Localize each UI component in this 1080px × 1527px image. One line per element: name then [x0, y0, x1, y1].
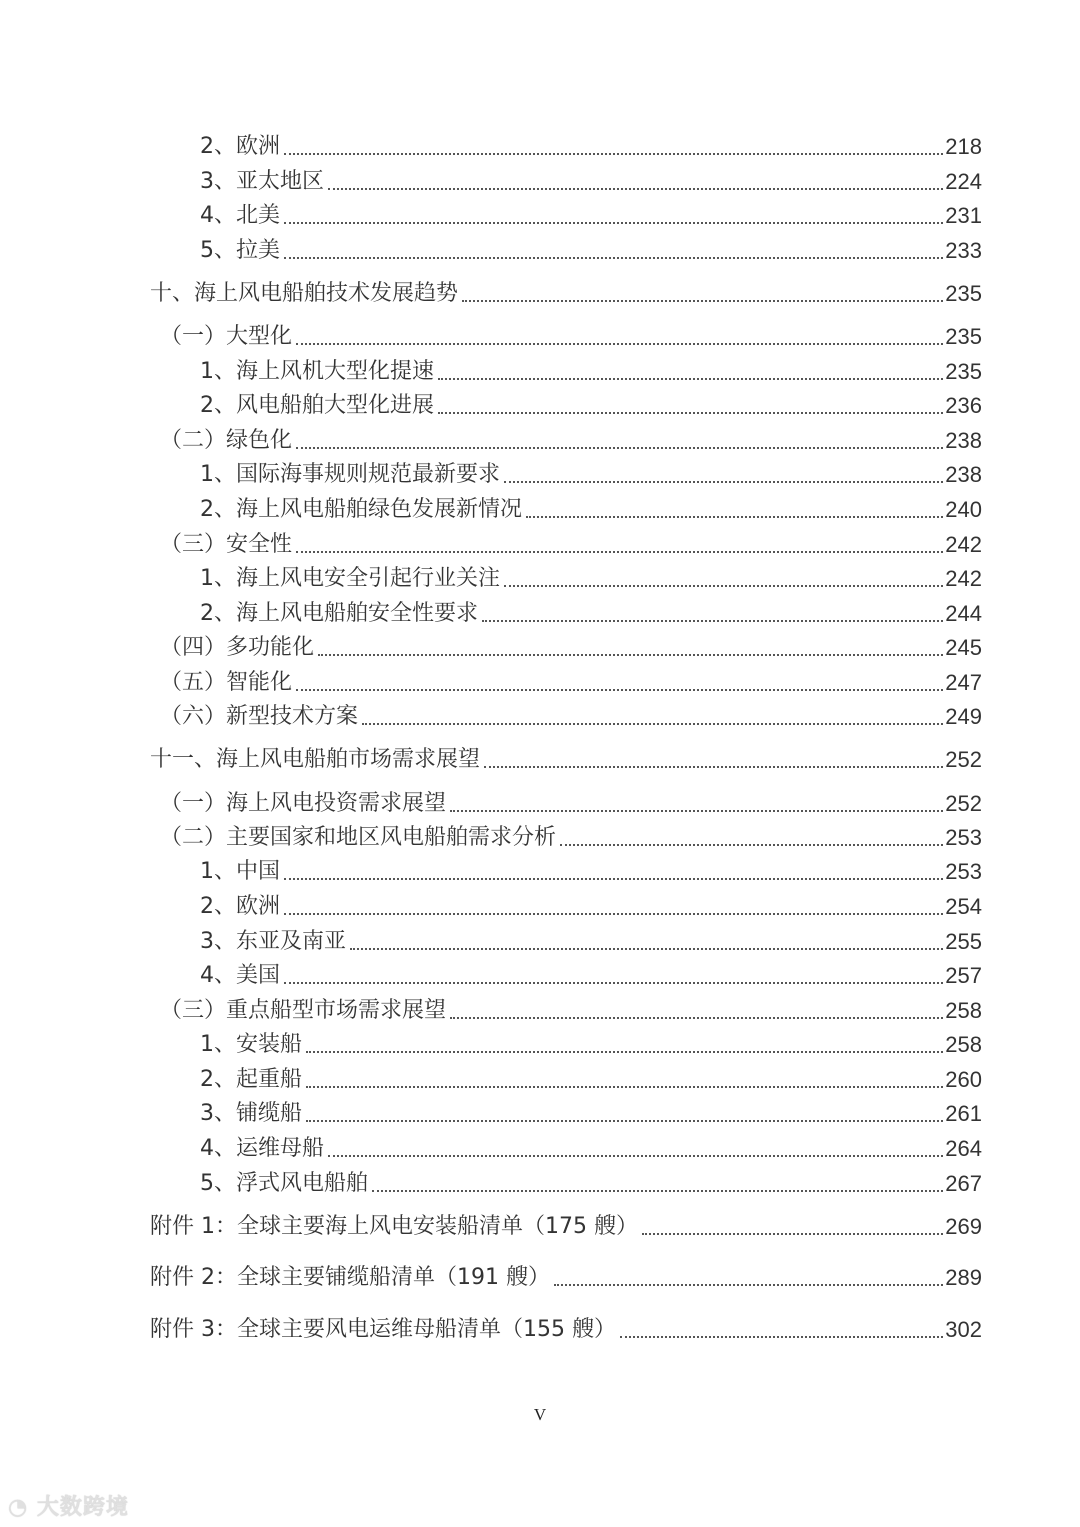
dot-leader — [284, 221, 943, 224]
toc-entry[interactable] — [200, 927, 982, 957]
toc-entry[interactable] — [200, 564, 982, 594]
toc-entry[interactable] — [160, 668, 982, 698]
dot-leader — [318, 653, 943, 656]
toc-entry[interactable] — [160, 789, 982, 819]
toc-entry-page: 238 — [945, 428, 982, 453]
dot-leader — [372, 1189, 943, 1192]
dot-leader — [328, 1154, 943, 1157]
dot-leader — [554, 1283, 943, 1286]
toc-entry-page: 242 — [945, 532, 982, 557]
toc-entry-page: 242 — [945, 566, 982, 591]
dot-leader — [296, 446, 943, 449]
toc-entry-page: 252 — [945, 747, 982, 772]
toc-entry-title: 4、北美 — [200, 203, 280, 228]
toc-entry-title: 3、东亚及南亚 — [200, 929, 346, 954]
toc-entry-title: 附件 2：全球主要铺缆船清单（191 艘） — [150, 1265, 550, 1290]
dot-leader — [504, 584, 943, 587]
toc-entry[interactable] — [200, 357, 982, 387]
dot-leader — [504, 480, 943, 483]
toc-entry[interactable] — [200, 1134, 982, 1164]
toc-entry[interactable] — [200, 201, 982, 231]
page-number: V — [533, 1405, 547, 1424]
toc-entry[interactable] — [160, 702, 982, 732]
dot-leader — [296, 342, 943, 345]
toc-entry-page: 253 — [945, 859, 982, 884]
toc-entry[interactable] — [160, 426, 982, 456]
toc-entry-title: 附件 3：全球主要风电运维母船清单（155 艘） — [150, 1317, 616, 1342]
dot-leader — [284, 256, 943, 259]
toc-entry-page: 258 — [945, 1032, 982, 1057]
toc-entry-title: 2、欧洲 — [200, 134, 280, 159]
toc-entry[interactable] — [200, 599, 982, 629]
dot-leader — [284, 912, 943, 915]
toc-entry-title: 附件 1：全球主要海上风电安装船清单（175 艘） — [150, 1214, 638, 1239]
toc-entry-page: 260 — [945, 1067, 982, 1092]
toc-entry-page: 302 — [945, 1317, 982, 1342]
toc-entry-title: 2、海上风电船舶绿色发展新情况 — [200, 497, 522, 522]
toc-entry-page: 258 — [945, 998, 982, 1023]
toc-entry[interactable] — [200, 132, 982, 162]
watermark-logo: ◔ 大数跨境 — [8, 1495, 129, 1520]
toc-entry-page: 245 — [945, 635, 982, 660]
toc-entry-title: 1、国际海事规则规范最新要求 — [200, 462, 500, 487]
toc-entry-title: 1、中国 — [200, 859, 280, 884]
toc-entry-page: 233 — [945, 238, 982, 263]
toc-entry-page: 252 — [945, 791, 982, 816]
toc-entry-page: 235 — [945, 281, 982, 306]
toc-entry-title: （三）安全性 — [160, 532, 293, 557]
toc-entry[interactable] — [200, 236, 982, 266]
toc-entry[interactable] — [200, 1065, 982, 1095]
toc-entry-page: 289 — [945, 1265, 982, 1290]
dot-leader — [438, 377, 943, 380]
toc-entry[interactable] — [200, 391, 982, 421]
toc-entry[interactable] — [150, 1263, 982, 1293]
toc-entry-page: 235 — [945, 359, 982, 384]
dot-leader — [482, 619, 943, 622]
toc-entry-title: 5、浮式风电船舶 — [200, 1171, 368, 1196]
toc-entry-page: 240 — [945, 497, 982, 522]
toc-entry-page: 236 — [945, 393, 982, 418]
toc-entry[interactable] — [150, 279, 982, 309]
toc-entry-page: 249 — [945, 704, 982, 729]
toc-entry-page: 267 — [945, 1171, 982, 1196]
dot-leader — [284, 152, 943, 155]
toc-entry[interactable] — [160, 633, 982, 663]
toc-entry-title: （三）重点船型市场需求展望 — [160, 998, 447, 1023]
toc-entry[interactable] — [150, 1212, 982, 1242]
dot-leader — [462, 299, 943, 302]
dot-leader — [306, 1119, 943, 1122]
dot-leader — [306, 1085, 943, 1088]
toc-entry-title: 1、安装船 — [200, 1032, 302, 1057]
dot-leader — [306, 1050, 943, 1053]
toc-entry[interactable] — [150, 745, 982, 775]
toc-entry-title: 2、风电船舶大型化进展 — [200, 393, 434, 418]
dot-leader — [526, 515, 943, 518]
dot-leader — [560, 843, 943, 846]
toc-entry-title: 3、亚太地区 — [200, 169, 324, 194]
toc-entry-title: 4、美国 — [200, 963, 280, 988]
toc-entry-page: 231 — [945, 203, 982, 228]
dot-leader — [450, 809, 943, 812]
toc-entry-title: （二）绿色化 — [160, 428, 293, 453]
toc-entry-title: 十、海上风电船舶技术发展趋势 — [150, 281, 459, 306]
toc-entry-title: 2、欧洲 — [200, 894, 280, 919]
toc-entry[interactable] — [200, 460, 982, 490]
toc-entry[interactable] — [200, 495, 982, 525]
dot-leader — [296, 688, 943, 691]
toc-entry-title: （四）多功能化 — [160, 635, 315, 660]
toc-entry[interactable] — [200, 1169, 982, 1199]
toc-entry-page: 238 — [945, 462, 982, 487]
toc-entry-page: 264 — [945, 1136, 982, 1161]
toc-entry[interactable] — [160, 322, 982, 352]
toc-entry[interactable] — [150, 1315, 982, 1345]
toc-entry-page: 253 — [945, 825, 982, 850]
toc-entry[interactable] — [200, 167, 982, 197]
dot-leader — [642, 1232, 943, 1235]
toc-entry[interactable] — [200, 1030, 982, 1060]
toc-entry-page: 254 — [945, 894, 982, 919]
toc-entry-title: （二）主要国家和地区风电船舶需求分析 — [160, 825, 557, 850]
toc-entry[interactable] — [200, 857, 982, 887]
dot-leader — [362, 722, 943, 725]
toc-entry-title: （一）海上风电投资需求展望 — [160, 791, 447, 816]
toc-entry[interactable] — [160, 996, 982, 1026]
dot-leader — [484, 765, 943, 768]
toc-entry-title: 3、铺缆船 — [200, 1101, 302, 1126]
toc-entry-title: 2、起重船 — [200, 1067, 302, 1092]
toc-entry-title: 十一、海上风电船舶市场需求展望 — [150, 747, 481, 772]
dot-leader — [450, 1016, 943, 1019]
dot-leader — [296, 550, 943, 553]
toc-entry[interactable] — [200, 1099, 982, 1129]
toc-entry-title: 1、海上风机大型化提速 — [200, 359, 434, 384]
dot-leader — [284, 981, 943, 984]
toc-entry-page: 255 — [945, 929, 982, 954]
toc-entry-title: 1、海上风电安全引起行业关注 — [200, 566, 500, 591]
dot-leader — [438, 411, 943, 414]
toc-entry-title: 5、拉美 — [200, 238, 280, 263]
toc-entry-page: 235 — [945, 324, 982, 349]
toc-entry-page: 247 — [945, 670, 982, 695]
toc-entry-title: （六）新型技术方案 — [160, 704, 359, 729]
toc-entry[interactable] — [200, 892, 982, 922]
toc-entry-page: 224 — [945, 169, 982, 194]
toc-entry-title: 2、海上风电船舶安全性要求 — [200, 601, 478, 626]
toc-entry-page: 269 — [945, 1214, 982, 1239]
dot-leader — [620, 1335, 943, 1338]
toc-entry[interactable] — [160, 530, 982, 560]
dot-leader — [350, 947, 943, 950]
toc-entry-title: 4、运维母船 — [200, 1136, 324, 1161]
toc-entry-page: 218 — [945, 134, 982, 159]
toc-entry-page: 261 — [945, 1101, 982, 1126]
dot-leader — [284, 877, 943, 880]
toc-entry-title: （一）大型化 — [160, 324, 293, 349]
toc-entry[interactable] — [200, 961, 982, 991]
toc-entry-title: （五）智能化 — [160, 670, 293, 695]
dot-leader — [328, 187, 943, 190]
toc-entry[interactable] — [160, 823, 982, 853]
toc-entry-page: 257 — [945, 963, 982, 988]
toc-entry-page: 244 — [945, 601, 982, 626]
